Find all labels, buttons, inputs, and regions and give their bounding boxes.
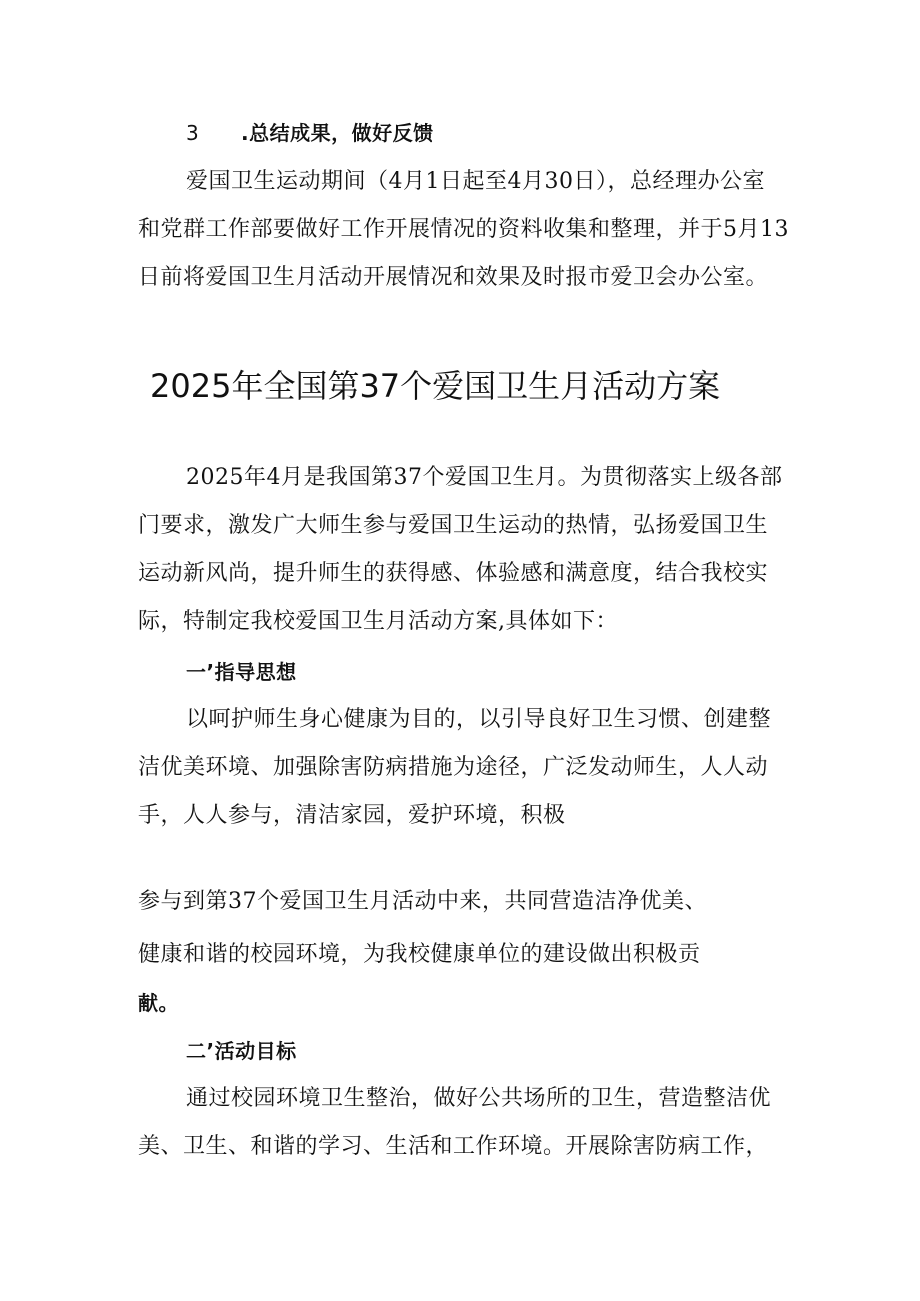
paragraph-line: 美、卫生、和谐的学习、生活和工作环境。开展除害防病工作， [138, 1134, 769, 1159]
paragraph-line: 日前将爱国卫生月活动开展情况和效果及时报市爱卫会办公室。 [138, 265, 769, 290]
section-3-heading [186, 118, 434, 148]
paragraph-line: 洁优美环境、加强除害防病措施为途径，广泛发动师生，人人动 [138, 755, 769, 780]
paragraph-line: 通过校园环境卫生整治，做好公共场所的卫生，营造整洁优 [186, 1086, 772, 1111]
paragraph-line: 献。 [138, 991, 179, 1015]
section-heading: 一’指导思想 [186, 660, 297, 684]
paragraph-line: 手，人人参与，清洁家园，爱护环境，积极 [138, 803, 566, 828]
paragraph-line: 以呵护师生身心健康为目的，以引导良好卫生习惯、创建整 [186, 707, 772, 732]
paragraph-line: 运动新风尚，提升师生的获得感、体验感和满意度，结合我校实 [138, 561, 769, 586]
paragraph-line: 和党群工作部要做好工作开展情况的资料收集和整理，并于5月13 [138, 217, 789, 242]
paragraph-line: 际，特制定我校爱国卫生月活动方案,具体如下： [138, 609, 618, 634]
section-number: 3 [186, 121, 200, 145]
paragraph-line: 参与到第37个爱国卫生月活动中来，共同营造洁净优美、 [138, 889, 707, 914]
paragraph-line: 爱国卫生运动期间（4月1日起至4月30日），总经理办公室 [186, 169, 765, 194]
paragraph-line: 健康和谐的校园环境，为我校健康单位的建设做出积极贡 [138, 942, 701, 967]
section-heading: 二’活动目标 [186, 1039, 297, 1063]
document-title: 2025年全国第37个爱国卫生月活动方案 [150, 367, 721, 405]
section-heading-text: .总结成果，做好反馈 [241, 121, 434, 145]
paragraph-line: 门要求，激发广大师生参与爱国卫生运动的热情，弘扬爱国卫生 [138, 513, 769, 538]
paragraph-line: 2025年4月是我国第37个爱国卫生月。为贯彻落实上级各部 [186, 465, 783, 490]
